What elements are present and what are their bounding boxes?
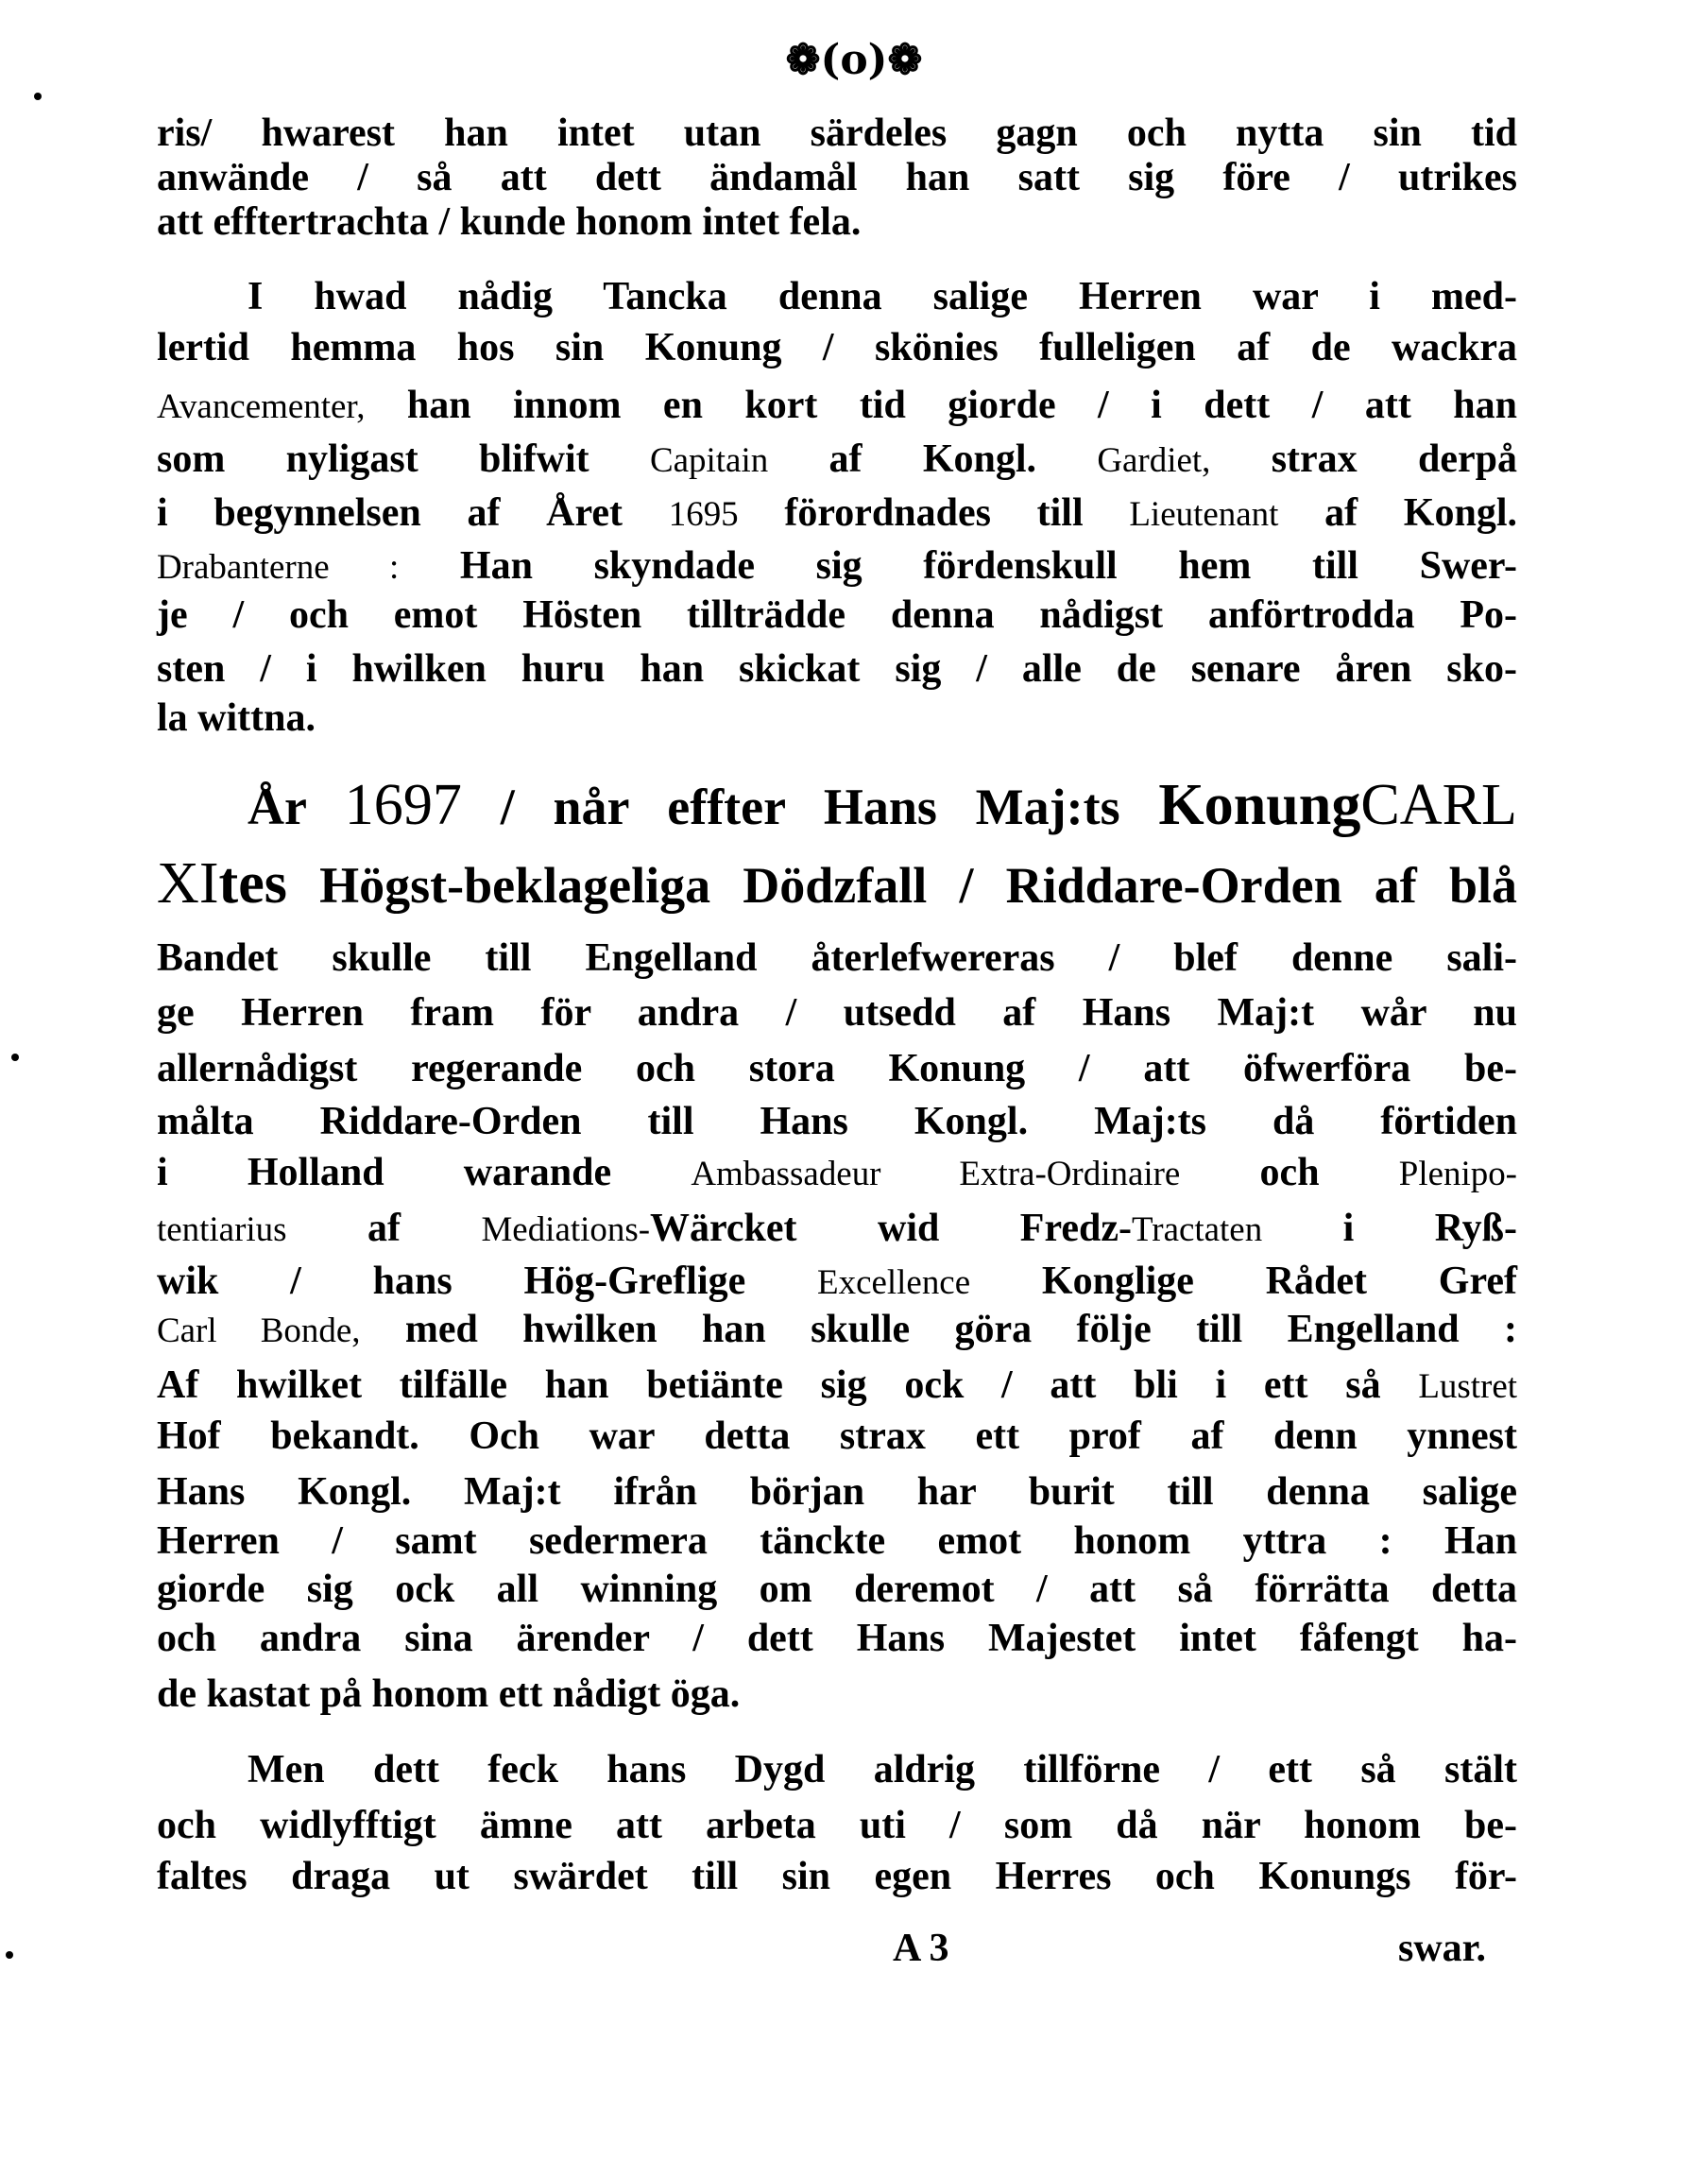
text-line <box>157 1041 1517 1096</box>
text-line <box>157 1465 1517 1519</box>
text-segment: anwände / så att dett ändamål han satt sig före / utrikes <box>157 156 1517 199</box>
latin-text-segment: tentiarius <box>157 1209 287 1248</box>
text-segment: förordnades till <box>738 491 1130 535</box>
latin-text-segment: Mediations- <box>481 1209 651 1248</box>
text-line <box>157 1667 1517 1722</box>
text-line <box>157 642 1517 696</box>
text-segment: som nyligast blifwit <box>157 437 650 481</box>
text-segment: Wärcket wid Fredz- <box>650 1207 1132 1250</box>
text-segment: Af hwilket tilfälle han betiänte sig ock / att bli i ett så <box>157 1363 1419 1407</box>
text-segment: målta Riddare-Orden till Hans Kongl. Maj:ts då förtiden <box>157 1100 1517 1143</box>
text-segment: Hans Kongl. Maj:t ifrån början har burit till denna salige <box>157 1470 1517 1514</box>
text-line <box>157 1514 1517 1568</box>
text-segment: wik / hans Hög-Greflige <box>157 1260 818 1303</box>
text-line <box>157 847 1517 920</box>
text-line <box>157 486 1517 540</box>
latin-text-segment: 1695 <box>668 494 739 533</box>
text-line <box>157 1849 1517 1904</box>
latin-text-segment: Ambassadeur Extra-Ordinaire <box>691 1154 1181 1192</box>
latin-text-segment: Drabanterne : <box>157 547 400 586</box>
text-line <box>157 1409 1517 1464</box>
text-line <box>157 986 1517 1040</box>
margin-speck <box>34 93 42 100</box>
text-line <box>157 931 1517 986</box>
latin-text-segment: Tractaten <box>1131 1209 1263 1248</box>
text-line <box>157 1798 1517 1853</box>
text-line <box>157 588 1517 643</box>
text-line <box>157 1094 1517 1149</box>
text-segment: och <box>1180 1151 1399 1194</box>
latin-text-segment: Excellence <box>817 1262 971 1301</box>
text-line <box>157 1358 1517 1413</box>
text-line <box>157 691 1517 746</box>
text-segment: År <box>248 779 345 835</box>
text-segment: la wittna. <box>157 696 316 740</box>
text-segment: i begynnelsen af Året <box>157 491 669 535</box>
text-segment: han innom en kort tid giorde / i dett / att han <box>365 384 1517 427</box>
text-segment: Men dett feck hans Dygd aldrig tillförne / ett så stält <box>248 1748 1517 1791</box>
text-segment: ge Herren fram för andra / utsedd af Hans Maj:t wår nu <box>157 991 1517 1035</box>
text-line <box>157 1611 1517 1666</box>
text-segment: / når effter Hans Maj:ts <box>461 779 1159 835</box>
text-segment: faltes draga ut swärdet till sin egen Herres och Konungs för- <box>157 1855 1517 1898</box>
ornament-left-icon: ❁ <box>785 36 821 84</box>
text-segment: Högst-beklageliga Dödzfall / Riddare-Orden af blå <box>286 857 1517 914</box>
latin-text-segment: Lustret <box>1418 1366 1517 1405</box>
text-segment: tes <box>218 851 287 916</box>
text-segment: strax derpå <box>1210 437 1517 481</box>
latin-text-segment: Plenipo- <box>1398 1154 1517 1192</box>
text-segment: allernådigst regerande och stora Konung / att öfwerföra be- <box>157 1047 1517 1090</box>
text-line <box>157 1201 1517 1256</box>
signature-mark: A 3 <box>893 1927 949 1970</box>
latin-text-segment: Capitain <box>649 440 769 479</box>
text-line <box>157 1254 1517 1309</box>
text-segment: och widlyfftigt ämne att arbeta uti / som då när honom be- <box>157 1804 1517 1847</box>
latin-text-segment: Lieutenant <box>1129 494 1279 533</box>
margin-speck <box>11 1054 19 1061</box>
text-segment: att efftertrachta / kunde honom intet fela. <box>157 200 862 244</box>
text-segment: Bandet skulle till Engelland återlefwereras / blef denne sali- <box>157 936 1517 980</box>
text-segment: och andra sina ärender / dett Hans Majestet intet fåfengt ha- <box>157 1617 1517 1660</box>
text-segment: ris/ hwarest han intet utan särdeles gagn och nytta sin tid <box>157 111 1517 155</box>
text-line <box>157 1145 1517 1200</box>
text-segment: i Ryß- <box>1262 1207 1517 1250</box>
text-line <box>157 378 1517 433</box>
ornament-right-icon: ❁ <box>887 36 923 84</box>
latin-text-segment: XI <box>157 851 219 916</box>
text-line <box>157 1562 1517 1617</box>
text-segment: lertid hemma hos sin Konung / skönies fulleligen af de wackra <box>157 326 1517 369</box>
latin-text-segment: Carl Bonde, <box>157 1311 361 1349</box>
text-line <box>157 195 1517 249</box>
margin-speck <box>6 1951 13 1959</box>
text-segment: af Kongl. <box>1278 491 1517 535</box>
text-segment: je / och emot Hösten tillträdde denna nådigst anförtrodda Po- <box>157 593 1517 637</box>
text-segment: i Holland warande <box>157 1151 692 1194</box>
text-line <box>157 539 1517 593</box>
text-segment: I hwad nådig Tancka denna salige Herren war i med- <box>248 275 1517 318</box>
text-line <box>157 432 1517 487</box>
text-segment: Konglige Rådet Gref <box>970 1260 1517 1303</box>
text-segment: af <box>286 1207 482 1250</box>
text-segment: Herren / samt sedermera tänckte emot honom yttra : Han <box>157 1519 1517 1563</box>
text-segment: giorde sig ock all winning om deremot / att så förrätta detta <box>157 1568 1517 1611</box>
text-line <box>157 320 1517 375</box>
page-number: (o) <box>820 36 888 84</box>
catchword: swar. <box>1398 1927 1486 1970</box>
latin-text-segment: Avancementer, <box>157 386 366 425</box>
text-segment: Han skyndade sig fördenskull hem till Swer- <box>399 544 1518 588</box>
text-line <box>157 1302 1517 1357</box>
text-line <box>248 269 1517 324</box>
latin-text-segment: Gardiet, <box>1097 440 1211 479</box>
latin-text-segment: 1697 <box>344 773 462 837</box>
text-line <box>248 768 1517 842</box>
text-segment: sten / i hwilken huru han skickat sig / alle de senare åren sko- <box>157 647 1517 691</box>
latin-text-segment: CARL <box>1360 773 1517 837</box>
text-segment: Hof bekandt. Och war detta strax ett prof af denn ynnest <box>157 1414 1517 1458</box>
text-segment: med hwilken han skulle göra följe till Engelland : <box>360 1308 1518 1351</box>
text-segment: Konung <box>1158 773 1361 837</box>
text-segment: de kastat på honom ett nådigt öga. <box>157 1672 741 1716</box>
text-segment: af Kongl. <box>768 437 1098 481</box>
page-header <box>0 36 1708 84</box>
text-line <box>248 1742 1517 1797</box>
